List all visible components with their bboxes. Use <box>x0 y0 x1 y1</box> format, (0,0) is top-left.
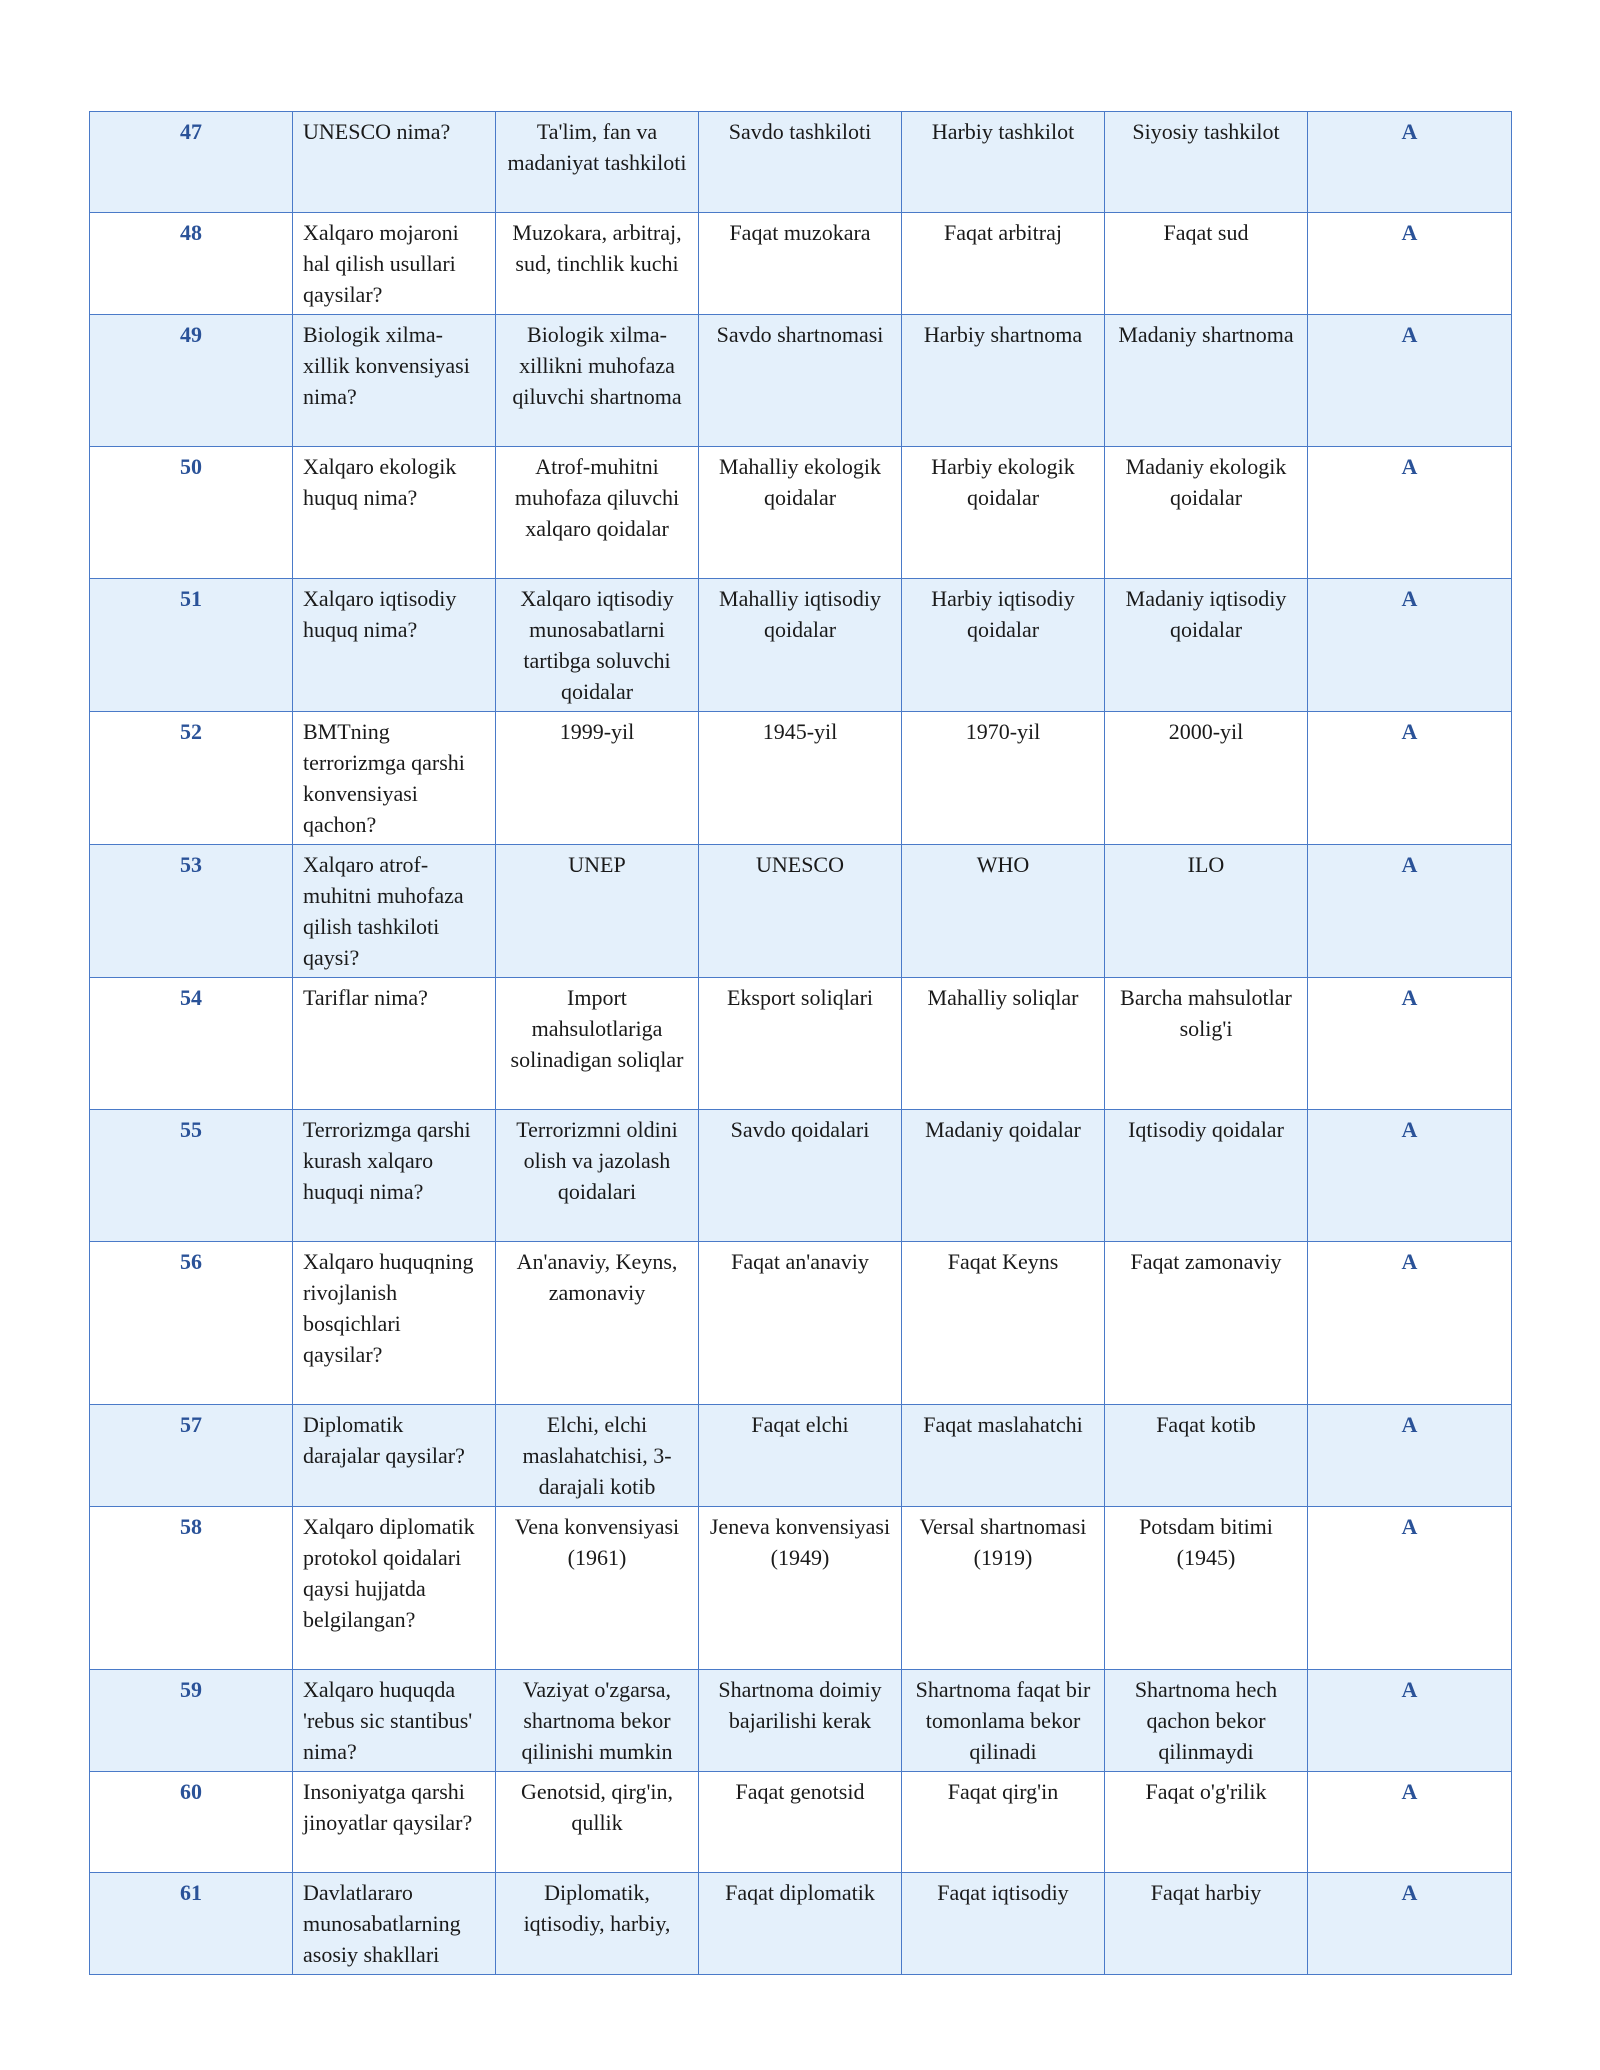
question-text: Xalqaro mojaroni hal qilish usullari qaysilar? <box>293 213 496 315</box>
correct-answer: A <box>1308 845 1512 978</box>
option-b: Savdo tashkiloti <box>699 112 902 213</box>
option-d: 2000-yil <box>1105 712 1308 845</box>
option-a: Terrorizmni oldini olish va jazolash qoidalari <box>496 1110 699 1242</box>
question-text: Xalqaro huquqda 'rebus sic stantibus' nima? <box>293 1670 496 1772</box>
option-c: WHO <box>902 845 1105 978</box>
option-b: Savdo shartnomasi <box>699 315 902 447</box>
option-c: Shartnoma faqat bir tomonlama bekor qilinadi <box>902 1670 1105 1772</box>
table-row <box>90 1873 1512 1975</box>
question-number: 61 <box>90 1873 293 1975</box>
option-c: Harbiy iqtisodiy qoidalar <box>902 579 1105 712</box>
option-c: Madaniy qoidalar <box>902 1110 1105 1242</box>
question-text: Biologik xilma-xillik konvensiyasi nima? <box>293 315 496 447</box>
correct-answer: A <box>1308 579 1512 712</box>
question-text: Terrorizmga qarshi kurash xalqaro huquqi nima? <box>293 1110 496 1242</box>
question-number: 51 <box>90 579 293 712</box>
option-a: Diplomatik, iqtisodiy, harbiy, <box>496 1873 699 1975</box>
option-a: Xalqaro iqtisodiy munosabatlarni tartibga soluvchi qoidalar <box>496 579 699 712</box>
table-row <box>90 978 1512 1110</box>
question-number: 53 <box>90 845 293 978</box>
correct-answer: A <box>1308 978 1512 1110</box>
option-a: UNEP <box>496 845 699 978</box>
table-row <box>90 1670 1512 1772</box>
option-c: Mahalliy soliqlar <box>902 978 1105 1110</box>
option-c: 1970-yil <box>902 712 1105 845</box>
table-row <box>90 213 1512 315</box>
question-text: Insoniyatga qarshi jinoyatlar qaysilar? <box>293 1772 496 1873</box>
table-row <box>90 845 1512 978</box>
question-text: UNESCO nima? <box>293 112 496 213</box>
correct-answer: A <box>1308 1242 1512 1405</box>
table-row <box>90 712 1512 845</box>
option-c: Harbiy ekologik qoidalar <box>902 447 1105 579</box>
quiz-table-body <box>90 112 1512 1975</box>
table-row <box>90 112 1512 213</box>
table-row <box>90 1772 1512 1873</box>
option-c: Faqat maslahatchi <box>902 1405 1105 1507</box>
question-text: Diplomatik darajalar qaysilar? <box>293 1405 496 1507</box>
question-text: Xalqaro atrof-muhitni muhofaza qilish tashkiloti qaysi? <box>293 845 496 978</box>
option-a: Muzokara, arbitraj, sud, tinchlik kuchi <box>496 213 699 315</box>
option-b: Mahalliy iqtisodiy qoidalar <box>699 579 902 712</box>
option-c: Faqat arbitraj <box>902 213 1105 315</box>
correct-answer: A <box>1308 1405 1512 1507</box>
question-number: 56 <box>90 1242 293 1405</box>
option-b: Faqat genotsid <box>699 1772 902 1873</box>
table-row <box>90 315 1512 447</box>
correct-answer: A <box>1308 447 1512 579</box>
option-a: Atrof-muhitni muhofaza qiluvchi xalqaro qoidalar <box>496 447 699 579</box>
question-text: Davlatlararo munosabatlarning asosiy shakllari <box>293 1873 496 1975</box>
option-b: Faqat diplomatik <box>699 1873 902 1975</box>
option-b: Faqat an'anaviy <box>699 1242 902 1405</box>
question-text: Xalqaro huquqning rivojlanish bosqichlari qaysilar? <box>293 1242 496 1405</box>
question-number: 58 <box>90 1507 293 1670</box>
option-a: Ta'lim, fan va madaniyat tashkiloti <box>496 112 699 213</box>
option-d: Faqat kotib <box>1105 1405 1308 1507</box>
option-d: Iqtisodiy qoidalar <box>1105 1110 1308 1242</box>
option-a: Biologik xilma-xillikni muhofaza qiluvchi shartnoma <box>496 315 699 447</box>
option-a: An'anaviy, Keyns, zamonaviy <box>496 1242 699 1405</box>
option-c: Faqat Keyns <box>902 1242 1105 1405</box>
option-d: Siyosiy tashkilot <box>1105 112 1308 213</box>
question-text: Tariflar nima? <box>293 978 496 1110</box>
question-number: 47 <box>90 112 293 213</box>
option-d: Shartnoma hech qachon bekor qilinmaydi <box>1105 1670 1308 1772</box>
table-row <box>90 1110 1512 1242</box>
correct-answer: A <box>1308 112 1512 213</box>
option-a: Vena konvensiyasi (1961) <box>496 1507 699 1670</box>
option-d: Madaniy shartnoma <box>1105 315 1308 447</box>
option-d: Madaniy iqtisodiy qoidalar <box>1105 579 1308 712</box>
option-b: Faqat muzokara <box>699 213 902 315</box>
question-text: Xalqaro ekologik huquq nima? <box>293 447 496 579</box>
option-a: 1999-yil <box>496 712 699 845</box>
option-d: Faqat sud <box>1105 213 1308 315</box>
question-number: 50 <box>90 447 293 579</box>
table-row <box>90 1242 1512 1405</box>
correct-answer: A <box>1308 1772 1512 1873</box>
table-row <box>90 579 1512 712</box>
option-c: Harbiy tashkilot <box>902 112 1105 213</box>
option-d: Faqat zamonaviy <box>1105 1242 1308 1405</box>
option-b: UNESCO <box>699 845 902 978</box>
option-c: Faqat iqtisodiy <box>902 1873 1105 1975</box>
question-number: 49 <box>90 315 293 447</box>
option-c: Faqat qirg'in <box>902 1772 1105 1873</box>
option-b: 1945-yil <box>699 712 902 845</box>
correct-answer: A <box>1308 1110 1512 1242</box>
question-number: 59 <box>90 1670 293 1772</box>
question-number: 54 <box>90 978 293 1110</box>
correct-answer: A <box>1308 315 1512 447</box>
option-b: Shartnoma doimiy bajarilishi kerak <box>699 1670 902 1772</box>
option-b: Eksport soliqlari <box>699 978 902 1110</box>
correct-answer: A <box>1308 213 1512 315</box>
option-d: Potsdam bitimi (1945) <box>1105 1507 1308 1670</box>
option-a: Vaziyat o'zgarsa, shartnoma bekor qilinishi mumkin <box>496 1670 699 1772</box>
correct-answer: A <box>1308 712 1512 845</box>
option-a: Genotsid, qirg'in, qullik <box>496 1772 699 1873</box>
table-row <box>90 1507 1512 1670</box>
question-number: 55 <box>90 1110 293 1242</box>
table-row <box>90 447 1512 579</box>
option-b: Jeneva konvensiyasi (1949) <box>699 1507 902 1670</box>
option-b: Faqat elchi <box>699 1405 902 1507</box>
option-d: Madaniy ekologik qoidalar <box>1105 447 1308 579</box>
option-a: Elchi, elchi maslahatchisi, 3-darajali kotib <box>496 1405 699 1507</box>
option-d: Faqat harbiy <box>1105 1873 1308 1975</box>
question-number: 57 <box>90 1405 293 1507</box>
option-b: Mahalliy ekologik qoidalar <box>699 447 902 579</box>
question-number: 48 <box>90 213 293 315</box>
quiz-table <box>89 111 1512 1975</box>
correct-answer: A <box>1308 1670 1512 1772</box>
correct-answer: A <box>1308 1507 1512 1670</box>
option-d: Faqat o'g'rilik <box>1105 1772 1308 1873</box>
option-c: Harbiy shartnoma <box>902 315 1105 447</box>
question-text: Xalqaro diplomatik protokol qoidalari qaysi hujjatda belgilangan? <box>293 1507 496 1670</box>
option-b: Savdo qoidalari <box>699 1110 902 1242</box>
option-c: Versal shartnomasi (1919) <box>902 1507 1105 1670</box>
question-number: 60 <box>90 1772 293 1873</box>
option-d: Barcha mahsulotlar solig'i <box>1105 978 1308 1110</box>
table-row <box>90 1405 1512 1507</box>
question-number: 52 <box>90 712 293 845</box>
question-text: BMTning terrorizmga qarshi konvensiyasi qachon? <box>293 712 496 845</box>
correct-answer: A <box>1308 1873 1512 1975</box>
question-text: Xalqaro iqtisodiy huquq nima? <box>293 579 496 712</box>
option-d: ILO <box>1105 845 1308 978</box>
option-a: Import mahsulotlariga solinadigan soliqlar <box>496 978 699 1110</box>
